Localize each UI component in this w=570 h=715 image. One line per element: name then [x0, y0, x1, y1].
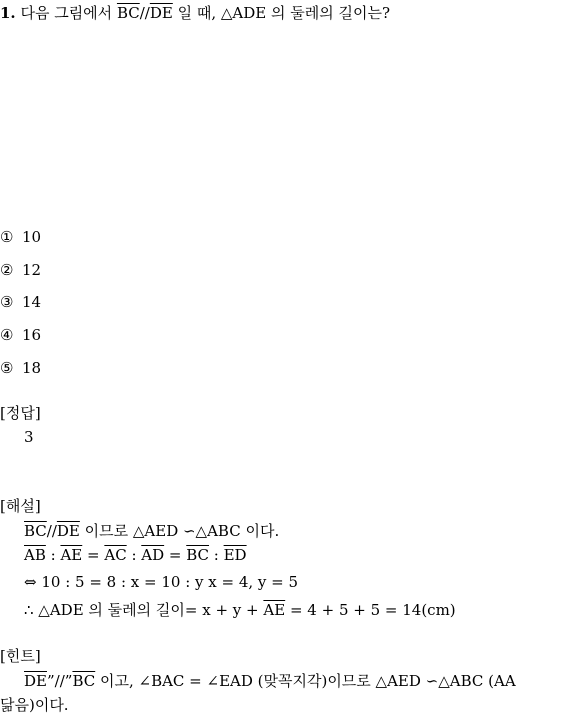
segment-bc: $\overline{BC}$ [186, 546, 210, 564]
answer-heading: [정답] [0, 404, 41, 422]
choice-value: 14 [22, 293, 42, 311]
explanation-line-1 [24, 520, 279, 541]
question-text-pre: 다음 그림에서 [20, 4, 117, 22]
segment-ac: $\overline{AC}$ [104, 546, 127, 564]
choice-3[interactable] [0, 293, 41, 311]
choice-mark: ③ [0, 293, 14, 311]
segment-ed: $\overline{ED}$ [223, 546, 247, 564]
choice-value: 10 [22, 228, 42, 246]
explanation-line-3: ⇔ 10 : 5 = 8 : x = 10 : y x = 4, y = 5 [24, 573, 299, 591]
segment-ae: $\overline{AE}$ [60, 546, 83, 564]
segment-bc: $\overline{BC}$ [24, 522, 47, 540]
choice-mark: ④ [0, 326, 14, 344]
segment-de: $\overline{DE}$ [56, 522, 80, 540]
hint-text: ”//” [46, 672, 73, 690]
figure-area [20, 34, 540, 214]
segment-de: $\overline{DE}$ [24, 672, 47, 690]
equals-sign: = [82, 546, 105, 564]
choice-4[interactable] [0, 326, 41, 344]
segment-ae: $\overline{AE}$ [263, 601, 286, 619]
segment-bc: $\overline{BC}$ [72, 672, 96, 690]
question-text-rest: 일 때, △ADE 의 둘레의 길이는? [172, 4, 390, 22]
choice-mark: ⑤ [0, 359, 14, 377]
segment-de: $\overline{DE}$ [149, 4, 173, 22]
ratio-colon: : [209, 546, 224, 564]
choice-value: 12 [22, 261, 42, 279]
choice-mark: ② [0, 261, 14, 279]
explanation-text: = 4 + 5 + 5 = 14(cm) [285, 601, 456, 619]
hint-line-1 [24, 670, 516, 691]
hint-heading: [힌트] [0, 647, 41, 665]
ratio-colon: : [45, 546, 61, 564]
segment-ad: $\overline{AD}$ [141, 546, 165, 564]
choice-mark: ① [0, 228, 14, 246]
parallel-symbol: // [139, 4, 150, 22]
question-number: 1. [0, 4, 16, 22]
choice-1[interactable] [0, 228, 41, 246]
explanation-line-4 [24, 599, 456, 620]
segment-bc: $\overline{BC}$ [116, 4, 140, 22]
choice-2[interactable] [0, 261, 41, 279]
choice-value: 16 [22, 326, 42, 344]
explanation-line-2 [24, 546, 247, 564]
question-line [0, 2, 390, 23]
explanation-text: 이므로 △AED ∽△ABC 이다. [79, 522, 280, 540]
choice-value: 18 [22, 359, 42, 377]
ratio-colon: : [126, 546, 142, 564]
hint-line-2: 닮음)이다. [0, 696, 69, 714]
segment-ab: $\overline{AB}$ [24, 546, 46, 564]
explanation-text: ∴ △ADE 의 둘레의 길이= x + y + [24, 601, 264, 619]
explanation-heading: [해설] [0, 497, 41, 515]
hint-text: 이고, ∠BAC = ∠EAD (맞꼭지각)이므로 △AED ∽△ABC (AA [95, 672, 516, 690]
parallel-symbol: // [46, 522, 57, 540]
equals-sign: = [164, 546, 187, 564]
choice-5[interactable] [0, 359, 41, 377]
answer-value: 3 [24, 428, 34, 446]
